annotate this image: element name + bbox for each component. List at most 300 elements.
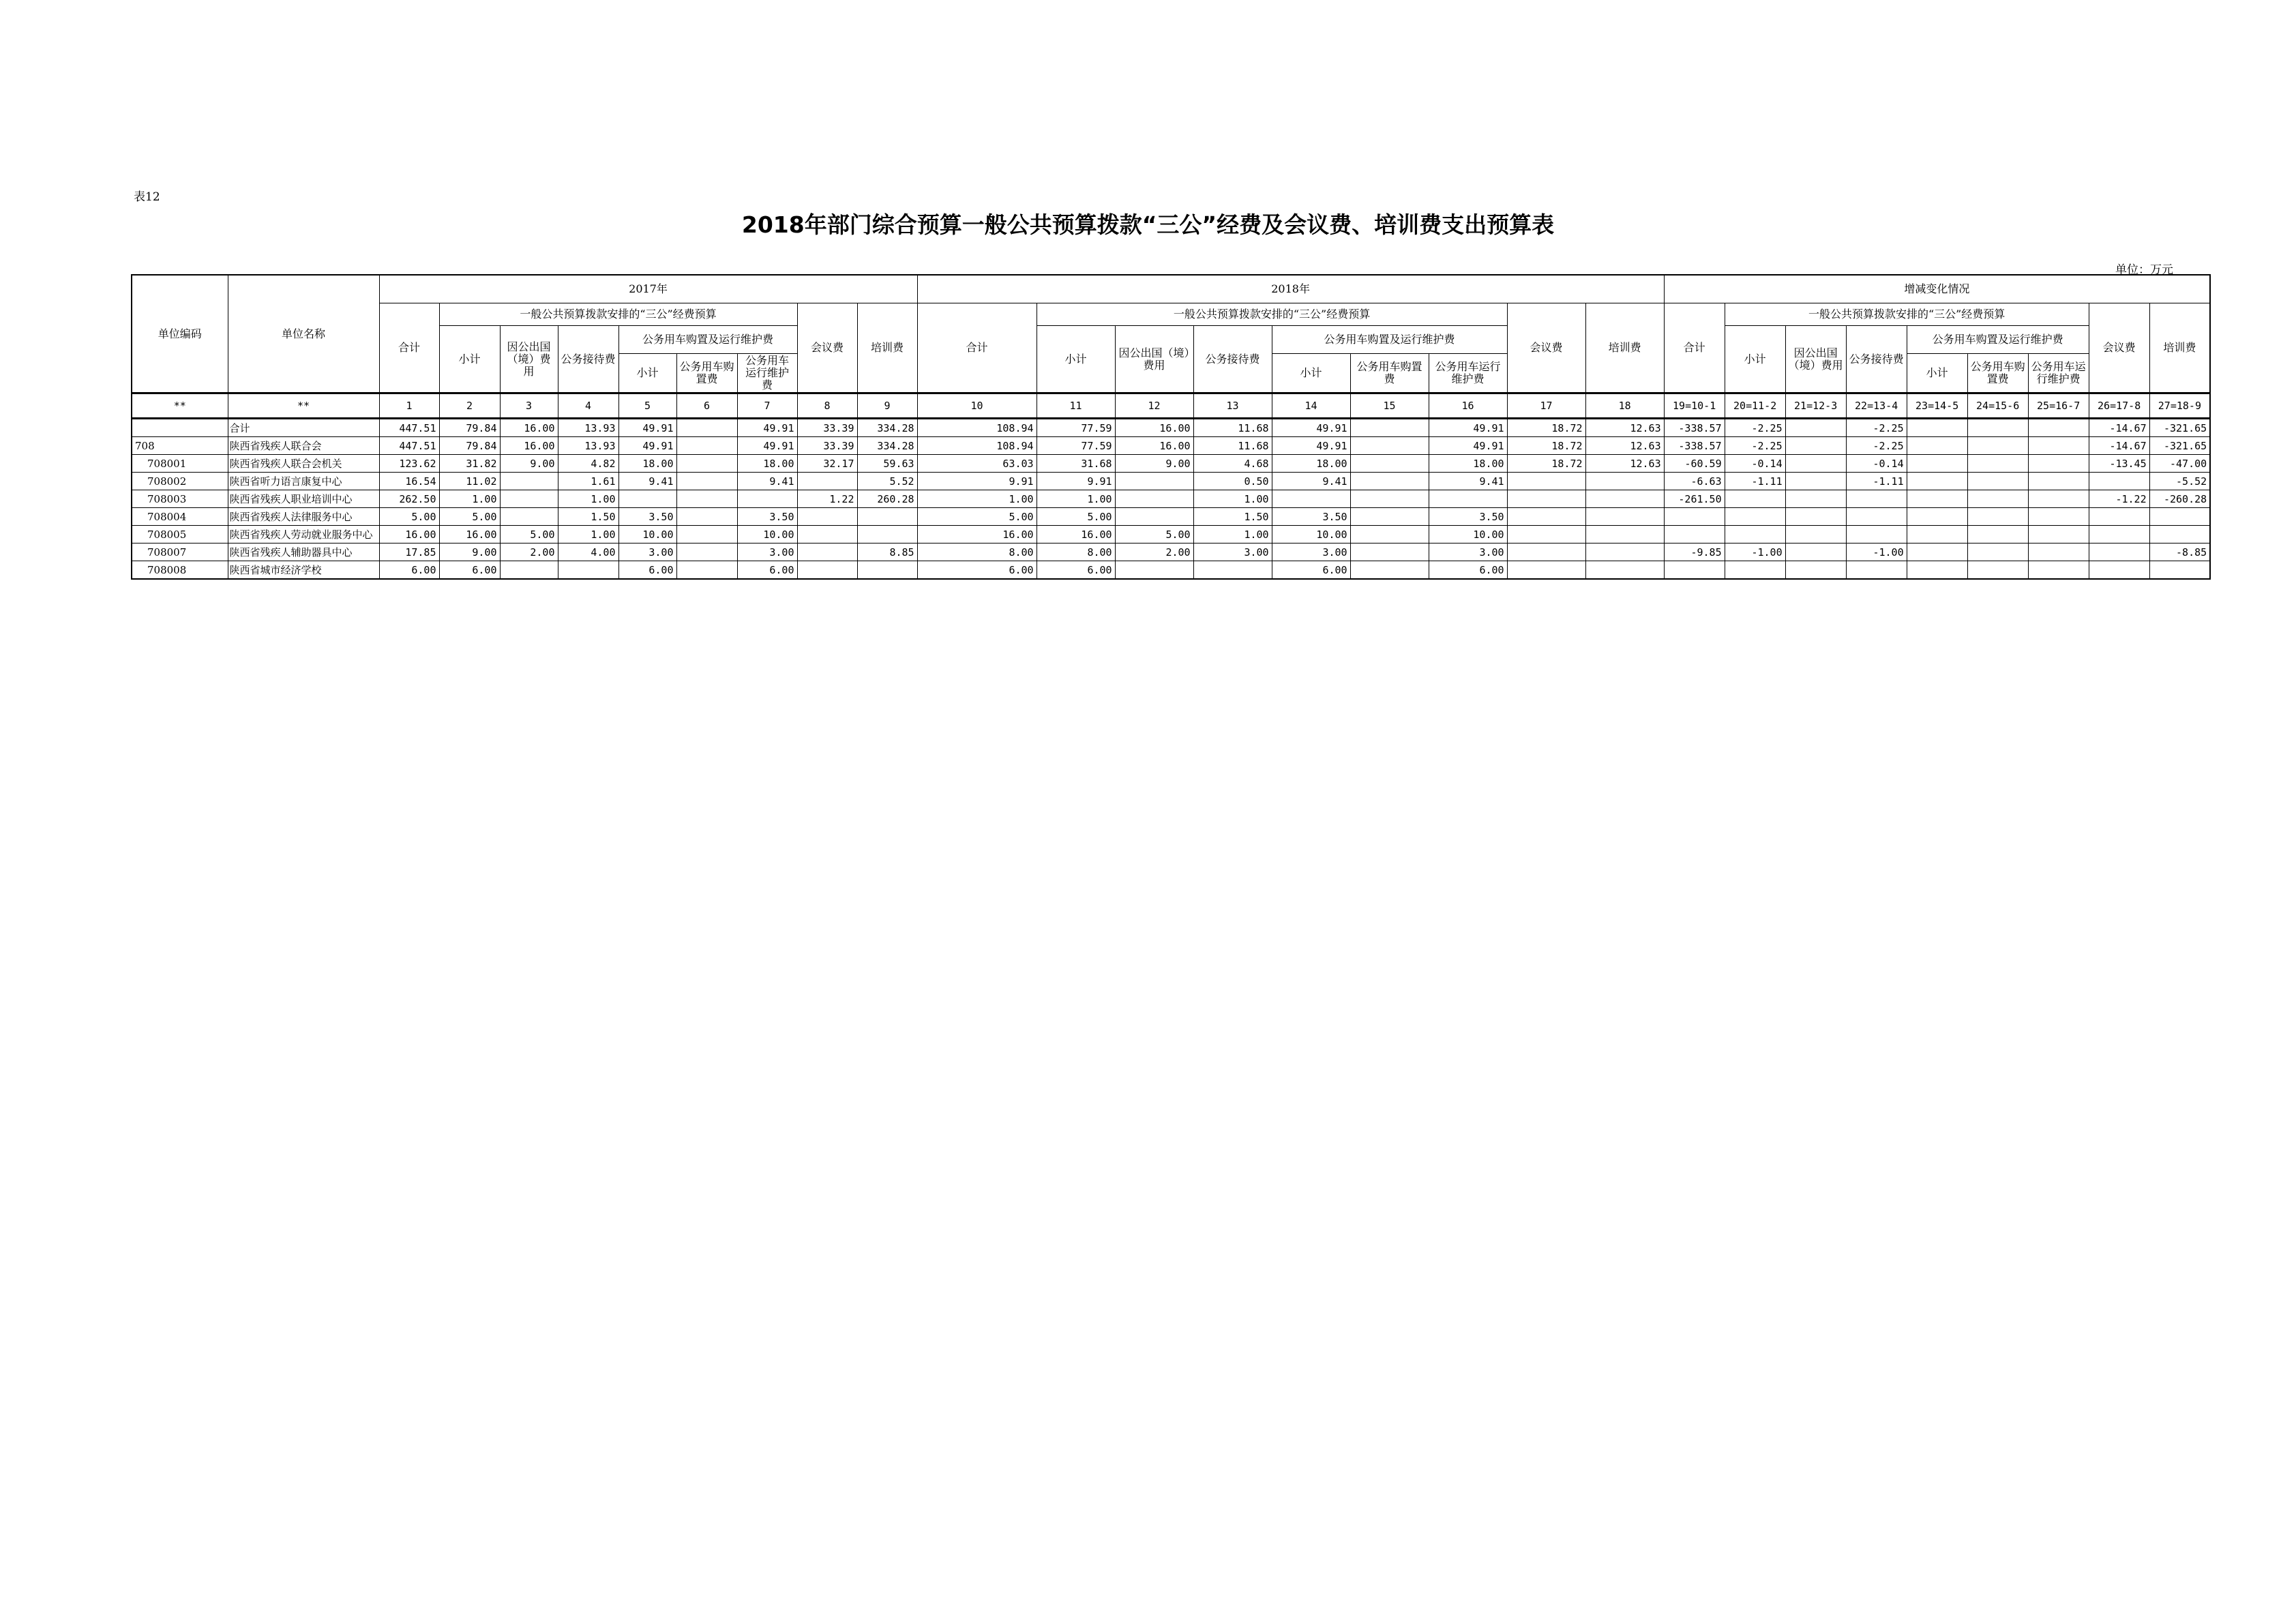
value-cell: 3.00 xyxy=(618,544,676,561)
column-number-cell: 21=12-3 xyxy=(1785,393,1846,419)
column-number-cell: 6 xyxy=(676,393,737,419)
value-cell: 1.61 xyxy=(558,473,618,490)
header-subtotal: 小计 xyxy=(439,326,500,393)
value-cell: 16.00 xyxy=(500,437,558,455)
value-cell xyxy=(2089,561,2149,580)
value-cell xyxy=(1846,490,1907,508)
value-cell: 3.00 xyxy=(737,544,797,561)
value-cell xyxy=(2028,508,2089,526)
header-change: 增减变化情况 xyxy=(1664,275,2210,303)
header-vehicle: 公务用车购置及运行维护费 xyxy=(1907,326,2089,354)
header-code: 单位编码 xyxy=(132,275,228,393)
value-cell: -60.59 xyxy=(1664,455,1725,473)
value-cell xyxy=(500,508,558,526)
value-cell xyxy=(1907,490,1967,508)
column-number-cell: 17 xyxy=(1507,393,1585,419)
value-cell: 79.84 xyxy=(439,419,500,437)
value-cell: 5.00 xyxy=(1037,508,1115,526)
value-cell: -1.11 xyxy=(1725,473,1785,490)
value-cell xyxy=(1193,561,1272,580)
value-cell xyxy=(618,490,676,508)
value-cell xyxy=(1350,419,1429,437)
value-cell: -5.52 xyxy=(2149,473,2210,490)
value-cell: 1.00 xyxy=(1037,490,1115,508)
value-cell xyxy=(2028,561,2089,580)
value-cell: 1.00 xyxy=(558,526,618,544)
value-cell: -321.65 xyxy=(2149,437,2210,455)
value-cell: 49.91 xyxy=(1272,419,1350,437)
value-cell: 6.00 xyxy=(917,561,1037,580)
unit-name-cell: 陕西省残疾人辅助器具中心 xyxy=(228,544,379,561)
column-number-cell: 22=13-4 xyxy=(1846,393,1907,419)
value-cell: -2.25 xyxy=(1725,419,1785,437)
value-cell: 16.00 xyxy=(379,526,439,544)
value-cell: 18.00 xyxy=(1272,455,1350,473)
value-cell: 5.00 xyxy=(917,508,1037,526)
value-cell: 12.63 xyxy=(1585,419,1664,437)
value-cell: 447.51 xyxy=(379,419,439,437)
value-cell: 18.72 xyxy=(1507,437,1585,455)
value-cell: 10.00 xyxy=(737,526,797,544)
value-cell xyxy=(2089,473,2149,490)
value-cell: 4.68 xyxy=(1193,455,1272,473)
value-cell: 5.00 xyxy=(500,526,558,544)
value-cell: -6.63 xyxy=(1664,473,1725,490)
column-number-cell: 23=14-5 xyxy=(1907,393,1967,419)
column-number-cell: 1 xyxy=(379,393,439,419)
value-cell: 9.41 xyxy=(618,473,676,490)
value-cell: -1.00 xyxy=(1725,544,1785,561)
value-cell xyxy=(1785,508,1846,526)
value-cell: 10.00 xyxy=(1272,526,1350,544)
value-cell xyxy=(1585,526,1664,544)
value-cell xyxy=(1907,508,1967,526)
value-cell: 9.41 xyxy=(1429,473,1507,490)
value-cell: 2.00 xyxy=(1115,544,1193,561)
value-cell xyxy=(1967,526,2028,544)
value-cell: 5.00 xyxy=(439,508,500,526)
column-number-cell: 11 xyxy=(1037,393,1115,419)
header-vehicle-run: 公务用车运行维护费 xyxy=(1429,354,1507,393)
value-cell: 8.00 xyxy=(917,544,1037,561)
value-cell xyxy=(1907,455,1967,473)
value-cell: 8.85 xyxy=(857,544,917,561)
value-cell: 262.50 xyxy=(379,490,439,508)
column-number-cell: 27=18-9 xyxy=(2149,393,2210,419)
value-cell xyxy=(1967,455,2028,473)
value-cell xyxy=(676,473,737,490)
value-cell xyxy=(1585,508,1664,526)
value-cell xyxy=(1585,473,1664,490)
column-number-cell: ** xyxy=(228,393,379,419)
value-cell: 17.85 xyxy=(379,544,439,561)
value-cell: 6.00 xyxy=(1272,561,1350,580)
table-row xyxy=(132,561,2210,580)
value-cell: -2.25 xyxy=(1846,437,1907,455)
value-cell: 11.02 xyxy=(439,473,500,490)
header-training: 培训费 xyxy=(1585,303,1664,393)
value-cell: 1.22 xyxy=(797,490,857,508)
value-cell: 108.94 xyxy=(917,437,1037,455)
value-cell xyxy=(1350,455,1429,473)
unit-code-cell: 708002 xyxy=(132,473,228,490)
value-cell: 1.00 xyxy=(558,490,618,508)
unit-code-cell: 708 xyxy=(132,437,228,455)
value-cell: 33.39 xyxy=(797,419,857,437)
header-abroad: 因公出国（境）费用 xyxy=(1785,326,1846,393)
value-cell: 3.00 xyxy=(1193,544,1272,561)
value-cell xyxy=(1907,561,1967,580)
header-name: 单位名称 xyxy=(228,275,379,393)
value-cell: -1.11 xyxy=(1846,473,1907,490)
value-cell: 1.50 xyxy=(1193,508,1272,526)
value-cell: 31.82 xyxy=(439,455,500,473)
value-cell: 123.62 xyxy=(379,455,439,473)
value-cell xyxy=(1350,526,1429,544)
value-cell xyxy=(797,544,857,561)
value-cell: -321.65 xyxy=(2149,419,2210,437)
unit-code-cell: 708004 xyxy=(132,508,228,526)
value-cell xyxy=(1967,544,2028,561)
value-cell: 16.00 xyxy=(1115,419,1193,437)
value-cell xyxy=(1967,419,2028,437)
header-vehicle: 公务用车购置及运行维护费 xyxy=(1272,326,1507,354)
value-cell: 6.00 xyxy=(737,561,797,580)
value-cell: 49.91 xyxy=(618,419,676,437)
value-cell xyxy=(1429,490,1507,508)
value-cell xyxy=(2089,544,2149,561)
value-cell xyxy=(2028,437,2089,455)
value-cell xyxy=(1967,508,2028,526)
header-abroad: 因公出国（境）费用 xyxy=(500,326,558,393)
value-cell xyxy=(1725,561,1785,580)
value-cell xyxy=(2028,455,2089,473)
value-cell xyxy=(1785,473,1846,490)
header-vehicle-subtotal: 小计 xyxy=(1272,354,1350,393)
value-cell: -13.45 xyxy=(2089,455,2149,473)
value-cell: 77.59 xyxy=(1037,419,1115,437)
value-cell: -14.67 xyxy=(2089,437,2149,455)
table-row xyxy=(132,455,2210,473)
value-cell xyxy=(2149,561,2210,580)
value-cell xyxy=(857,526,917,544)
unit-name-cell: 陕西省残疾人法律服务中心 xyxy=(228,508,379,526)
value-cell: 9.41 xyxy=(737,473,797,490)
value-cell xyxy=(676,490,737,508)
value-cell: 13.93 xyxy=(558,437,618,455)
value-cell: 18.00 xyxy=(737,455,797,473)
unit-label: 单位：万元 xyxy=(2115,263,2173,277)
value-cell xyxy=(2028,526,2089,544)
value-cell: -338.57 xyxy=(1664,437,1725,455)
header-2018: 2018年 xyxy=(917,275,1664,303)
header-vehicle-buy: 公务用车购置费 xyxy=(1967,354,2028,393)
value-cell: 2.00 xyxy=(500,544,558,561)
header-vehicle-run: 公务用车运行维护费 xyxy=(2028,354,2089,393)
table-number: 表12 xyxy=(134,190,160,204)
column-number-cell: 15 xyxy=(1350,393,1429,419)
value-cell xyxy=(1585,561,1664,580)
value-cell: -260.28 xyxy=(2149,490,2210,508)
value-cell: 18.00 xyxy=(1429,455,1507,473)
value-cell xyxy=(558,561,618,580)
unit-code-cell: 708001 xyxy=(132,455,228,473)
value-cell xyxy=(1907,419,1967,437)
header-sangong: 一般公共预算拨款安排的“三公”经费预算 xyxy=(1725,303,2089,326)
value-cell xyxy=(1785,561,1846,580)
value-cell: 8.00 xyxy=(1037,544,1115,561)
value-cell: 11.68 xyxy=(1193,437,1272,455)
header-subtotal: 小计 xyxy=(1725,326,1785,393)
value-cell xyxy=(1350,508,1429,526)
value-cell: 3.00 xyxy=(1272,544,1350,561)
value-cell: 6.00 xyxy=(379,561,439,580)
value-cell xyxy=(1785,455,1846,473)
value-cell xyxy=(1350,561,1429,580)
value-cell: -338.57 xyxy=(1664,419,1725,437)
value-cell xyxy=(676,508,737,526)
value-cell: 0.50 xyxy=(1193,473,1272,490)
column-number-cell: 2 xyxy=(439,393,500,419)
header-total: 合计 xyxy=(379,303,439,393)
table-row xyxy=(132,490,2210,508)
value-cell: 18.00 xyxy=(618,455,676,473)
value-cell xyxy=(1725,526,1785,544)
value-cell xyxy=(676,544,737,561)
value-cell: 77.59 xyxy=(1037,437,1115,455)
value-cell xyxy=(1967,437,2028,455)
table-row xyxy=(132,508,2210,526)
table-row xyxy=(132,526,2210,544)
unit-name-cell: 陕西省残疾人联合会 xyxy=(228,437,379,455)
value-cell: 49.91 xyxy=(1429,437,1507,455)
value-cell: 59.63 xyxy=(857,455,917,473)
value-cell xyxy=(737,490,797,508)
value-cell xyxy=(1664,508,1725,526)
value-cell xyxy=(1350,437,1429,455)
header-training: 培训费 xyxy=(2149,303,2210,393)
column-number-cell: 3 xyxy=(500,393,558,419)
header-vehicle-subtotal: 小计 xyxy=(1907,354,1967,393)
value-cell: 10.00 xyxy=(618,526,676,544)
value-cell: 11.68 xyxy=(1193,419,1272,437)
value-cell: 108.94 xyxy=(917,419,1037,437)
value-cell: 16.00 xyxy=(1115,437,1193,455)
value-cell: 16.00 xyxy=(500,419,558,437)
value-cell: 16.00 xyxy=(439,526,500,544)
value-cell xyxy=(1967,473,2028,490)
table-row xyxy=(132,437,2210,455)
value-cell: 334.28 xyxy=(857,437,917,455)
value-cell xyxy=(1507,508,1585,526)
value-cell: 31.68 xyxy=(1037,455,1115,473)
value-cell: 13.93 xyxy=(558,419,618,437)
value-cell: 3.50 xyxy=(1272,508,1350,526)
value-cell xyxy=(1507,526,1585,544)
value-cell: 447.51 xyxy=(379,437,439,455)
value-cell: 3.50 xyxy=(737,508,797,526)
value-cell xyxy=(797,508,857,526)
value-cell xyxy=(2089,526,2149,544)
header-reception: 公务接待费 xyxy=(1193,326,1272,393)
column-number-cell: 26=17-8 xyxy=(2089,393,2149,419)
value-cell: -1.00 xyxy=(1846,544,1907,561)
value-cell xyxy=(1846,508,1907,526)
table-body xyxy=(132,393,2210,580)
value-cell xyxy=(500,473,558,490)
value-cell xyxy=(1785,419,1846,437)
header-vehicle: 公务用车购置及运行维护费 xyxy=(618,326,797,354)
header-vehicle-buy: 公务用车购置费 xyxy=(1350,354,1429,393)
value-cell xyxy=(1507,473,1585,490)
value-cell: 3.00 xyxy=(1429,544,1507,561)
value-cell xyxy=(1115,490,1193,508)
value-cell: 5.52 xyxy=(857,473,917,490)
header-vehicle-buy: 公务用车购置费 xyxy=(676,354,737,393)
unit-name-cell: 陕西省残疾人职业培训中心 xyxy=(228,490,379,508)
value-cell: 9.91 xyxy=(917,473,1037,490)
value-cell xyxy=(857,508,917,526)
table-row xyxy=(132,419,2210,437)
header-reception: 公务接待费 xyxy=(558,326,618,393)
header-sangong: 一般公共预算拨款安排的“三公”经费预算 xyxy=(439,303,797,326)
value-cell: 79.84 xyxy=(439,437,500,455)
column-number-cell: 7 xyxy=(737,393,797,419)
value-cell xyxy=(1907,526,1967,544)
header-vehicle-subtotal: 小计 xyxy=(618,354,676,393)
value-cell: 5.00 xyxy=(1115,526,1193,544)
value-cell xyxy=(1585,490,1664,508)
unit-code-cell: 708005 xyxy=(132,526,228,544)
value-cell: -0.14 xyxy=(1725,455,1785,473)
value-cell xyxy=(2149,508,2210,526)
header-abroad: 因公出国（境）费用 xyxy=(1115,326,1193,393)
unit-name-cell: 合计 xyxy=(228,419,379,437)
value-cell: 12.63 xyxy=(1585,437,1664,455)
value-cell: 3.50 xyxy=(1429,508,1507,526)
value-cell xyxy=(1350,490,1429,508)
value-cell xyxy=(1907,473,1967,490)
value-cell xyxy=(1785,490,1846,508)
value-cell: 6.00 xyxy=(1429,561,1507,580)
value-cell: -2.25 xyxy=(1846,419,1907,437)
value-cell xyxy=(2149,526,2210,544)
value-cell: 10.00 xyxy=(1429,526,1507,544)
value-cell xyxy=(2028,490,2089,508)
value-cell: 5.00 xyxy=(379,508,439,526)
value-cell: 4.00 xyxy=(558,544,618,561)
value-cell xyxy=(2028,544,2089,561)
column-number-cell: 18 xyxy=(1585,393,1664,419)
column-number-cell: 14 xyxy=(1272,393,1350,419)
value-cell: 33.39 xyxy=(797,437,857,455)
column-number-cell: 20=11-2 xyxy=(1725,393,1785,419)
value-cell: -261.50 xyxy=(1664,490,1725,508)
value-cell xyxy=(1846,526,1907,544)
unit-code-cell xyxy=(132,419,228,437)
value-cell: 18.72 xyxy=(1507,419,1585,437)
column-number-cell: 9 xyxy=(857,393,917,419)
value-cell xyxy=(797,561,857,580)
value-cell xyxy=(2028,419,2089,437)
value-cell xyxy=(1664,561,1725,580)
value-cell xyxy=(1507,490,1585,508)
value-cell xyxy=(676,455,737,473)
value-cell: 3.50 xyxy=(618,508,676,526)
column-number-cell: 19=10-1 xyxy=(1664,393,1725,419)
value-cell: -8.85 xyxy=(2149,544,2210,561)
value-cell xyxy=(676,561,737,580)
unit-name-cell: 陕西省残疾人劳动就业服务中心 xyxy=(228,526,379,544)
value-cell xyxy=(1785,437,1846,455)
value-cell: 1.00 xyxy=(439,490,500,508)
value-cell: 9.91 xyxy=(1037,473,1115,490)
value-cell: 16.00 xyxy=(1037,526,1115,544)
budget-table xyxy=(131,274,2211,580)
value-cell xyxy=(1115,473,1193,490)
value-cell xyxy=(1967,561,2028,580)
value-cell xyxy=(1350,473,1429,490)
value-cell: 9.41 xyxy=(1272,473,1350,490)
header-subtotal: 小计 xyxy=(1037,326,1115,393)
value-cell: 49.91 xyxy=(737,419,797,437)
header-meeting: 会议费 xyxy=(797,303,857,393)
value-cell: 1.00 xyxy=(917,490,1037,508)
value-cell xyxy=(1725,490,1785,508)
value-cell xyxy=(1785,526,1846,544)
value-cell: 16.54 xyxy=(379,473,439,490)
value-cell: -2.25 xyxy=(1725,437,1785,455)
value-cell xyxy=(676,437,737,455)
header-meeting: 会议费 xyxy=(2089,303,2149,393)
header-total: 合计 xyxy=(1664,303,1725,393)
header-training: 培训费 xyxy=(857,303,917,393)
value-cell: -0.14 xyxy=(1846,455,1907,473)
value-cell xyxy=(500,561,558,580)
column-number-cell: 8 xyxy=(797,393,857,419)
header-sangong: 一般公共预算拨款安排的“三公”经费预算 xyxy=(1037,303,1507,326)
value-cell: 12.63 xyxy=(1585,455,1664,473)
value-cell: -47.00 xyxy=(2149,455,2210,473)
value-cell xyxy=(797,526,857,544)
value-cell xyxy=(500,490,558,508)
value-cell xyxy=(2028,473,2089,490)
value-cell xyxy=(1725,508,1785,526)
value-cell: 6.00 xyxy=(618,561,676,580)
value-cell xyxy=(1350,544,1429,561)
table-row xyxy=(132,544,2210,561)
value-cell: -14.67 xyxy=(2089,419,2149,437)
header-reception: 公务接待费 xyxy=(1846,326,1907,393)
column-number-cell: 12 xyxy=(1115,393,1193,419)
unit-code-cell: 708003 xyxy=(132,490,228,508)
value-cell: 32.17 xyxy=(797,455,857,473)
value-cell: 18.72 xyxy=(1507,455,1585,473)
value-cell: -1.22 xyxy=(2089,490,2149,508)
value-cell xyxy=(1115,508,1193,526)
value-cell: 4.82 xyxy=(558,455,618,473)
value-cell xyxy=(1846,561,1907,580)
value-cell: 49.91 xyxy=(737,437,797,455)
value-cell: 9.00 xyxy=(439,544,500,561)
column-number-cell: 5 xyxy=(618,393,676,419)
unit-name-cell: 陕西省残疾人联合会机关 xyxy=(228,455,379,473)
value-cell: 1.00 xyxy=(1193,490,1272,508)
column-number-cell: ** xyxy=(132,393,228,419)
value-cell: -9.85 xyxy=(1664,544,1725,561)
value-cell: 63.03 xyxy=(917,455,1037,473)
value-cell: 1.00 xyxy=(1193,526,1272,544)
